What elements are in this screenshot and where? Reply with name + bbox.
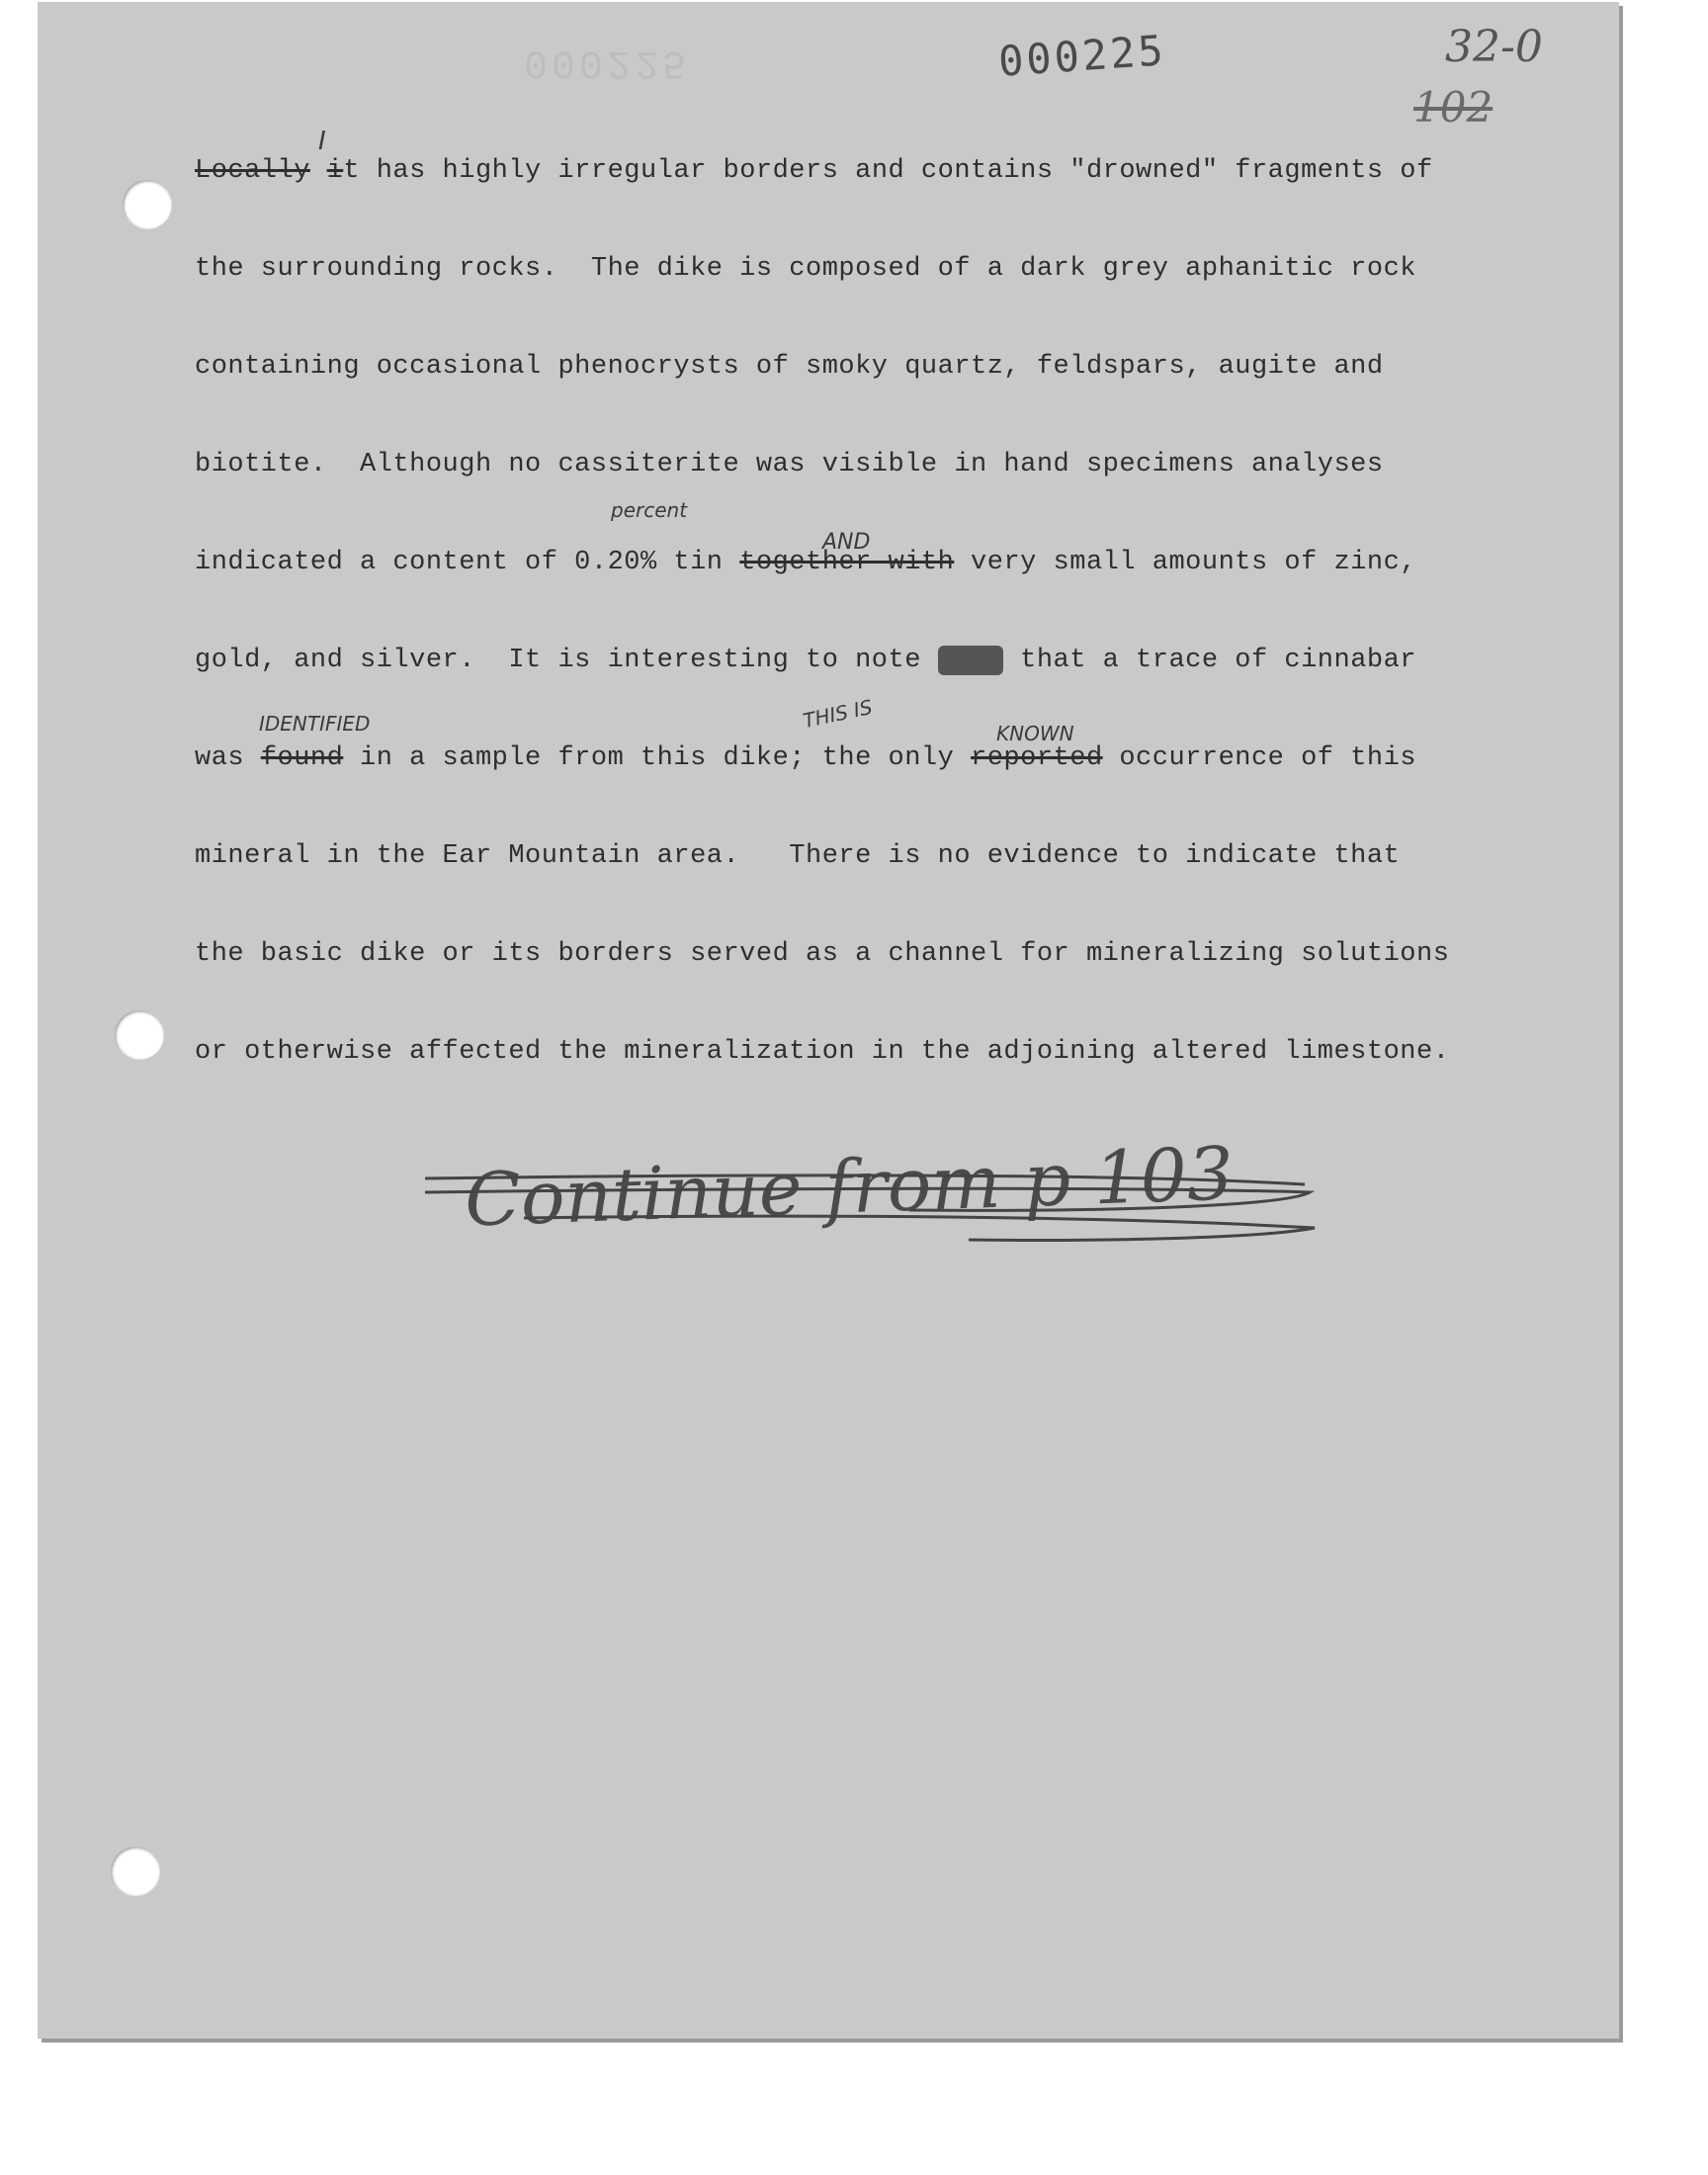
strike-through-lines — [415, 1147, 1324, 1256]
bleed-through-stamp: 000225 — [524, 40, 691, 84]
insert-known: KNOWN — [996, 722, 1074, 745]
punch-hole-icon — [111, 1847, 160, 1896]
insert-identified: IDENTIFIED — [259, 712, 371, 736]
insert-I: I — [318, 127, 326, 156]
body-line-9: the basic dike or its borders served as a channel for mineralizing solutions — [195, 939, 1450, 969]
body-line-8: mineral in the Ear Mountain area. There is no evidence to indicate that — [195, 841, 1401, 871]
body-line-1: Locally it has highly irregular borders and contains "drowned" fragments of — [195, 156, 1433, 186]
body-line-4: biotite. Although no cassiterite was visible in hand specimens analyses — [195, 450, 1384, 479]
handwritten-page-number: 32-0 — [1445, 22, 1543, 72]
insert-percent: percent — [611, 498, 688, 522]
struck-page-number: 102 — [1413, 83, 1494, 131]
document-stamp-number: 000225 — [996, 26, 1168, 86]
body-line-7: was found in a sample from this dike; the only reported occurrence of this — [195, 743, 1417, 773]
punch-hole-icon — [123, 180, 172, 229]
body-line-2: the surrounding rocks. The dike is composed of a dark grey aphanitic rock — [195, 254, 1416, 284]
insert-and: AND — [822, 530, 871, 555]
struck-handwritten-note: Continue from p 103 — [463, 1131, 1236, 1244]
punch-hole-icon — [115, 1010, 164, 1060]
body-line-5: indicated a content of 0.20% tin together with very small amounts of zinc, — [195, 548, 1417, 577]
insert-this-is: THIS IS — [801, 694, 875, 734]
body-line-6: gold, and silver. It is interesting to note also that a trace of cinnabar — [195, 646, 1417, 675]
body-line-3: containing occasional phenocrysts of smoky quartz, feldspars, augite and — [195, 352, 1384, 382]
scan-bottom-margin — [0, 2074, 1708, 2175]
body-line-10: or otherwise affected the mineralization in the adjoining altered limestone. — [195, 1037, 1450, 1067]
document-page — [38, 2, 1619, 2039]
